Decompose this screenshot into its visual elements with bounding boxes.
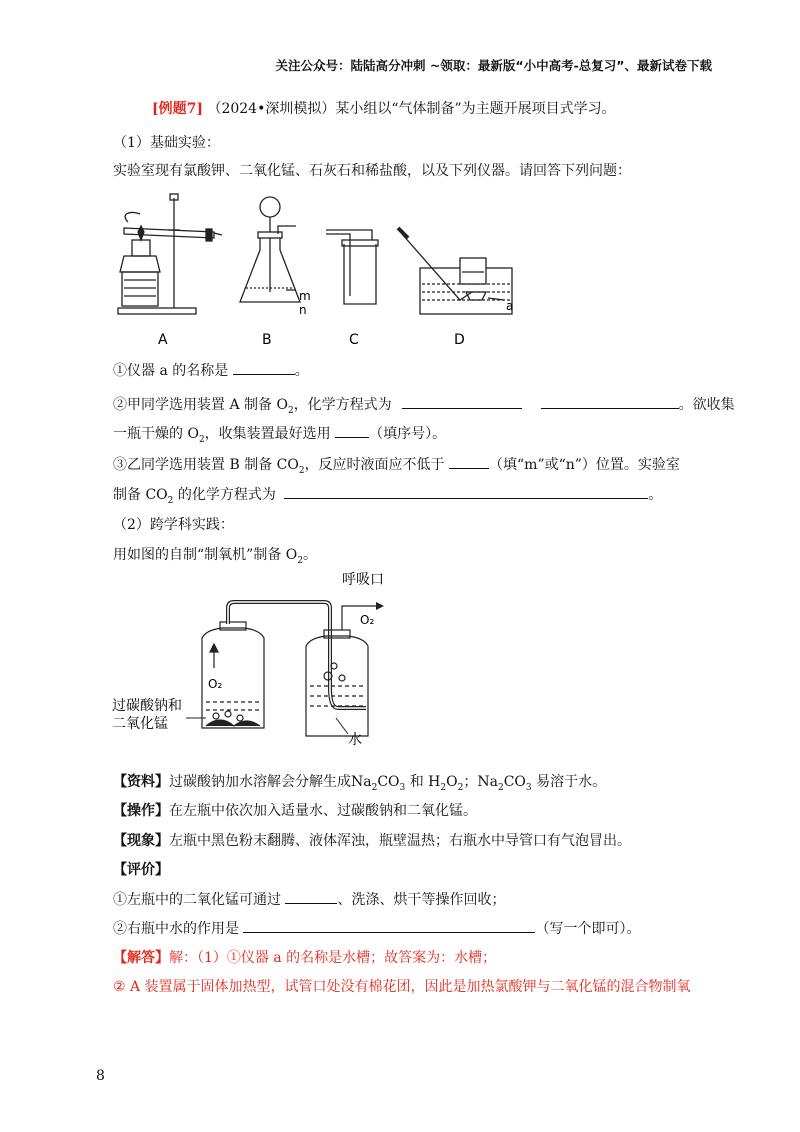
right-bottle: [306, 606, 368, 736]
example-intro: （2024•深圳模拟）某小组以“气体制备”为主题开展项目式学习。: [207, 101, 616, 117]
blank-q3-level[interactable]: [449, 454, 489, 469]
q2: ②甲同学选用装置 A 制备 $O_2$，化学方程式为 。欲收集: [113, 394, 735, 421]
label-n: n: [299, 303, 307, 317]
oxygen-maker-figure: [110, 568, 430, 748]
blank-q2-collect[interactable]: [335, 423, 369, 438]
outlet-label: 呼吸口: [342, 572, 384, 588]
phenomenon-line: 【现象】左瓶中黑色粉末翻腾、液体浑浊，瓶壁温热；右瓶水中导管口有气泡冒出。: [113, 833, 631, 849]
apparatus-figure: [110, 192, 550, 350]
blank-eval-2[interactable]: [243, 918, 535, 933]
example-title: [152, 99, 616, 119]
blank-q3-eq[interactable]: [284, 484, 648, 499]
part1-intro: 实验室现有氯酸钾、二氧化锰、石灰石和稀盐酸，以及下列仪器。请回答下列问题：: [113, 163, 631, 179]
page-number: 8: [96, 1068, 105, 1084]
left-label-2: 二氧化锰: [112, 716, 168, 732]
answer-line-1: 【解答】解：（1）①仪器 a 的名称是水槽；故答案为：水槽；: [113, 950, 497, 966]
blank-q2-eq2[interactable]: [541, 394, 679, 409]
apparatus-a: [118, 194, 222, 314]
label-d: D: [454, 332, 465, 348]
water-label: 水: [348, 732, 362, 748]
label-a: A: [158, 332, 168, 348]
eval-2: ②右瓶中水的作用是 （写一个即可）。: [113, 918, 640, 939]
o2-outlet-label: O₂: [360, 613, 375, 627]
operation-line: 【操作】在左瓶中依次加入适量水、过碳酸钠和二氧化锰。: [113, 803, 477, 819]
eval-1: ①左瓶中的二氧化锰可通过 、洗涤、烘干等操作回收；: [113, 889, 505, 910]
page-header: 关注公众号：陆陆高分冲刺 ~领取：最新版“小中高考-总复习”、最新试卷下载: [275, 58, 712, 73]
apparatus-b: [240, 197, 300, 302]
part2-intro: 用如图的自制“制氧机”制备 $O_2$。: [113, 547, 317, 566]
connecting-tube: [228, 602, 366, 708]
example-tag: [例题7]: [152, 101, 203, 117]
left-label-1: 过碳酸钠和: [112, 698, 182, 714]
q3b: 制备 $CO_2$ 的化学方程式为 。: [113, 484, 662, 511]
q1: ①仪器 a 的名称是 。: [113, 360, 309, 381]
answer-line-2: ② A 装置属于固体加热型，试管口处没有棉花团，因此是加热氯酸钾与二氧化锰的混合物制氧: [113, 979, 691, 995]
part1-heading: （1）基础实验：: [113, 135, 220, 151]
evaluation-tag: 【评价】: [113, 862, 169, 878]
apparatus-d: [398, 228, 512, 314]
q2b: 一瓶干燥的 $O_2$，收集装置最好选用 （填序号）。: [113, 423, 446, 450]
q3: ③乙同学选用装置 B 制备 $CO_2$，反应时液面应不低于 （填“m”或“n”）位置。实验室: [113, 454, 680, 481]
apparatus-c: [326, 230, 378, 304]
blank-q2-eq[interactable]: [402, 394, 522, 409]
label-a-tag: a: [506, 299, 514, 313]
info-line: 【资料】过碳酸钠加水溶解会分解生成$Na_2CO_3$ 和 $H_2O_2$；$Na_2CO_3$ 易溶于水。: [113, 774, 607, 793]
o2-label-left: O₂: [208, 677, 223, 691]
label-c: C: [349, 332, 359, 348]
label-m: m: [299, 289, 311, 303]
blank-q1[interactable]: [233, 360, 295, 375]
left-bottle: [202, 622, 264, 728]
part2-heading: （2）跨学科实践：: [113, 517, 234, 533]
label-b: B: [262, 332, 272, 348]
blank-eval-1[interactable]: [285, 889, 337, 904]
